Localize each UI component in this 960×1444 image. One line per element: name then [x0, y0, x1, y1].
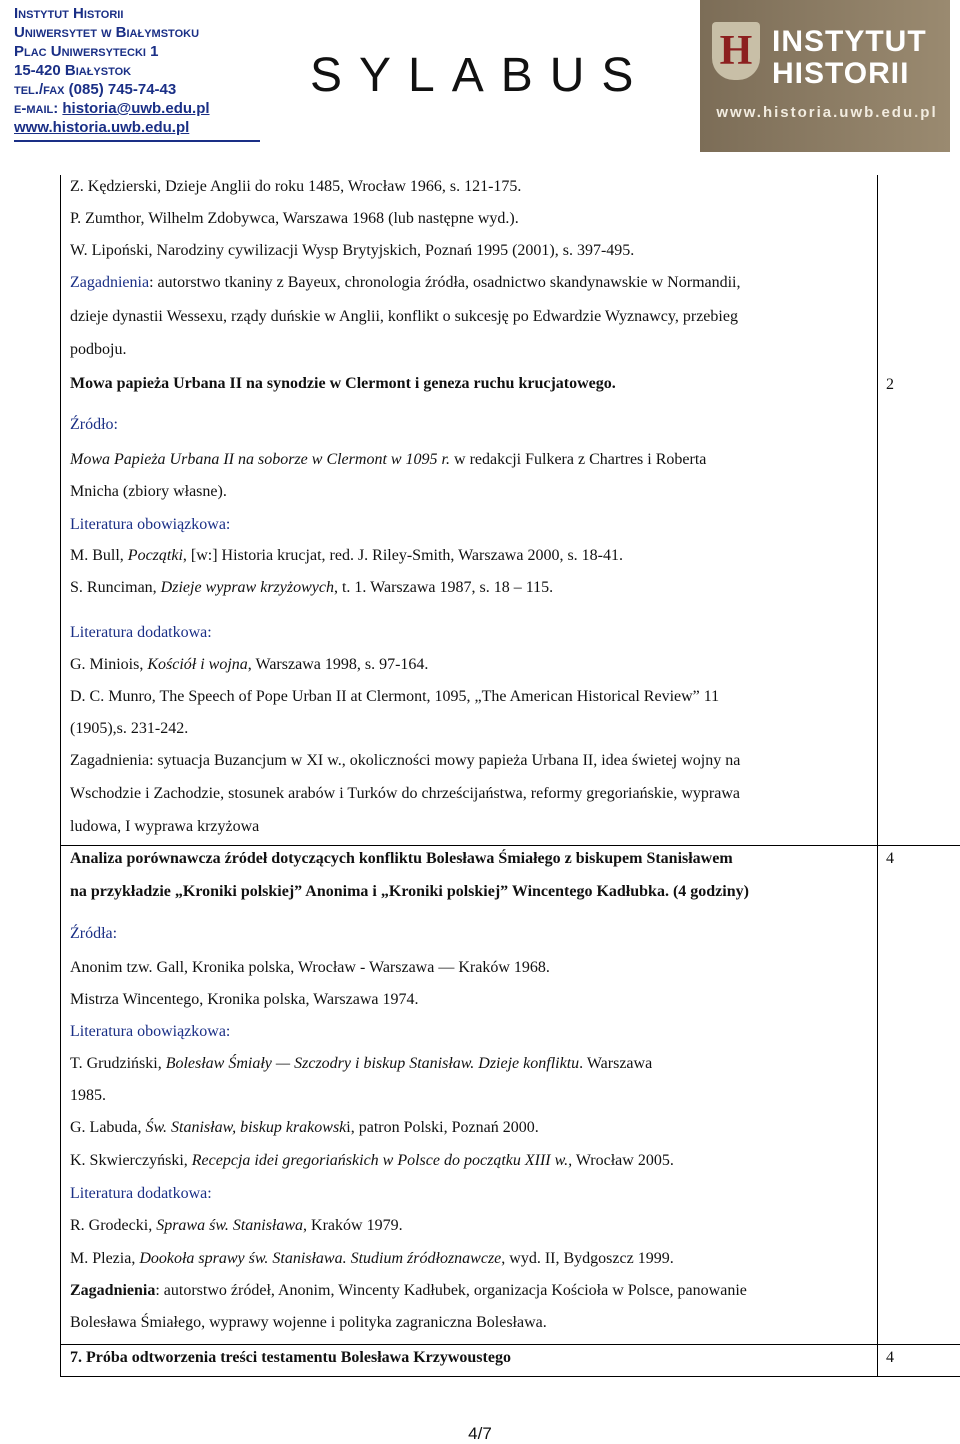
required-literature-label: Literatura obowiązkowa:: [70, 516, 231, 533]
literature-item: M. Plezia, Dookoła sprawy św. Stanisława. Studium źródłoznawcze, wyd. II, Bydgoszcz 1999.: [70, 1250, 674, 1267]
topics-label: Zagadnienia: [70, 1282, 156, 1299]
logo-letter: H: [719, 28, 753, 74]
institute-name: Instytut Historii: [14, 5, 124, 22]
sources-label: Źródła:: [70, 925, 118, 942]
literature-item: K. Skwierczyński, Recepcja idei gregoriańskich w Polsce do początku XIII w., Wrocław 2005.: [70, 1152, 674, 1169]
topics-line: dzieje dynastii Wessexu, rządy duńskie w Anglii, konflikt o sukcesję po Edwardzie Wyznawcy, przebieg: [70, 308, 738, 325]
website-link[interactable]: www.historia.uwb.edu.pl: [14, 119, 190, 136]
literature-item: P. Zumthor, Wilhelm Zdobywca, Warszawa 1968 (lub następne wyd.).: [70, 210, 519, 227]
document-title: SYLABUS: [310, 49, 651, 102]
literature-item: G. Labuda, Św. Stanisław, biskup krakowski, patron Polski, Poznań 2000.: [70, 1119, 539, 1136]
address-street: Plac Uniwersytecki 1: [14, 43, 159, 60]
topics-line: Bolesława Śmiałego, wyprawy wojenne i polityka zagraniczna Bolesława.: [70, 1314, 547, 1331]
topics-line: Wschodzie i Zachodzie, stosunek arabów i Turków do chrześcijaństwa, reformy gregoriańskie, wyprawa: [70, 785, 741, 802]
literature-item: (1905),s. 231-242.: [70, 720, 189, 737]
table-column-divider: [877, 175, 878, 1377]
topics-line: [70, 273, 870, 293]
literature-item: R. Grodecki, Sprawa św. Stanisława, Kraków 1979.: [70, 1217, 403, 1234]
institute-logo: [700, 0, 950, 152]
literature-item: T. Grudziński, Bolesław Śmiały — Szczodry i biskup Stanisław. Dzieje konfliktu. Warszawa: [70, 1055, 653, 1072]
source-title: Mowa Papieża Urbana II na soborze w Clermont w 1095 r.: [70, 451, 451, 468]
section-title: Analiza porównawcza źródeł dotyczących konfliktu Bolesława Śmiałego z biskupem Stanisławem: [70, 850, 733, 867]
literature-item: Z. Kędzierski, Dzieje Anglii do roku 1485, Wrocław 1966, s. 121-175.: [70, 178, 522, 195]
section-title: na przykładzie „Kroniki polskiej” Anonima i „Kroniki polskiej” Wincentego Kadłubka. (4 godziny): [70, 883, 749, 900]
address-city: 15-420 Białystok: [14, 62, 132, 79]
table-row-divider: [60, 1344, 960, 1345]
email-line: [14, 99, 260, 118]
table-border-left: [60, 175, 61, 1377]
literature-item: S. Runciman, Dzieje wypraw krzyżowych, t. 1. Warszawa 1987, s. 18 – 115.: [70, 579, 554, 596]
literature-item: W. Lipoński, Narodziny cywilizacji Wysp Brytyjskich, Poznań 1995 (2001), s. 397-495.: [70, 242, 635, 259]
hours-count: 4: [886, 1349, 894, 1366]
topics-text: : autorstwo źródeł, Anonim, Wincenty Kadłubek, organizacja Kościoła w Polsce, panowanie: [155, 1282, 747, 1299]
header-underline: [14, 140, 260, 142]
email-label: e-mail:: [14, 100, 59, 117]
topics-text: : autorstwo tkaniny z Bayeux, chronologia źródła, osadnictwo skandynawskie w Normandii,: [149, 274, 741, 291]
section-title: Mowa papieża Urbana II na synodzie w Clermont i geneza ruchu krucjatowego.: [70, 375, 616, 392]
logo-text-line1: INSTYTUT: [772, 25, 927, 58]
source-item: Anonim tzw. Gall, Kronika polska, Wrocław - Warszawa — Kraków 1968.: [70, 959, 550, 976]
literature-item: G. Miniois, Kościół i wojna, Warszawa 1998, s. 97-164.: [70, 656, 429, 673]
table-row-divider: [60, 845, 960, 846]
sources-label: Źródło:: [70, 416, 118, 433]
topics-line: Zagadnienia: sytuacja Buzancjum w XI w., okoliczności mowy papieża Urbana II, idea świetej wojny na: [70, 752, 741, 769]
additional-literature-label: Literatura dodatkowa:: [70, 624, 212, 641]
section-title: 7. Próba odtworzenia treści testamentu Bolesława Krzywoustego: [70, 1349, 511, 1366]
phone-fax: tel./fax (085) 745-74-43: [14, 81, 177, 98]
required-literature-label: Literatura obowiązkowa:: [70, 1023, 231, 1040]
hours-count: 4: [886, 850, 894, 867]
source-detail: w redakcji Fulkera z Chartres i Roberta: [450, 451, 707, 468]
table-border-bottom: [60, 1376, 960, 1377]
topics-label: Zagadnienia: [70, 274, 150, 291]
additional-literature-label: Literatura dodatkowa:: [70, 1185, 212, 1202]
topics-line: ludowa, I wyprawa krzyżowa: [70, 818, 260, 835]
hours-count: 2: [886, 376, 894, 393]
source-item: [70, 450, 870, 470]
university-name: Uniwersytet w Białymstoku: [14, 24, 200, 41]
logo-url: www.historia.uwb.edu.pl: [716, 104, 938, 121]
institution-address-block: [14, 4, 260, 137]
topics-line: [70, 1281, 870, 1301]
page-number: 4/7: [468, 1424, 492, 1443]
literature-item: D. C. Munro, The Speech of Pope Urban II at Clermont, 1095, „The American Historical Review” 11: [70, 688, 720, 705]
topics-line: podboju.: [70, 341, 127, 358]
email-link[interactable]: historia@uwb.edu.pl: [62, 100, 210, 117]
literature-item: M. Bull, Początki, [w:] Historia krucjat, red. J. Riley-Smith, Warszawa 2000, s. 18-41.: [70, 547, 623, 564]
source-item: Mistrza Wincentego, Kronika polska, Warszawa 1974.: [70, 991, 419, 1008]
literature-item: 1985.: [70, 1087, 106, 1104]
logo-text-line2: HISTORII: [772, 57, 910, 90]
source-item: Mnicha (zbiory własne).: [70, 483, 227, 500]
